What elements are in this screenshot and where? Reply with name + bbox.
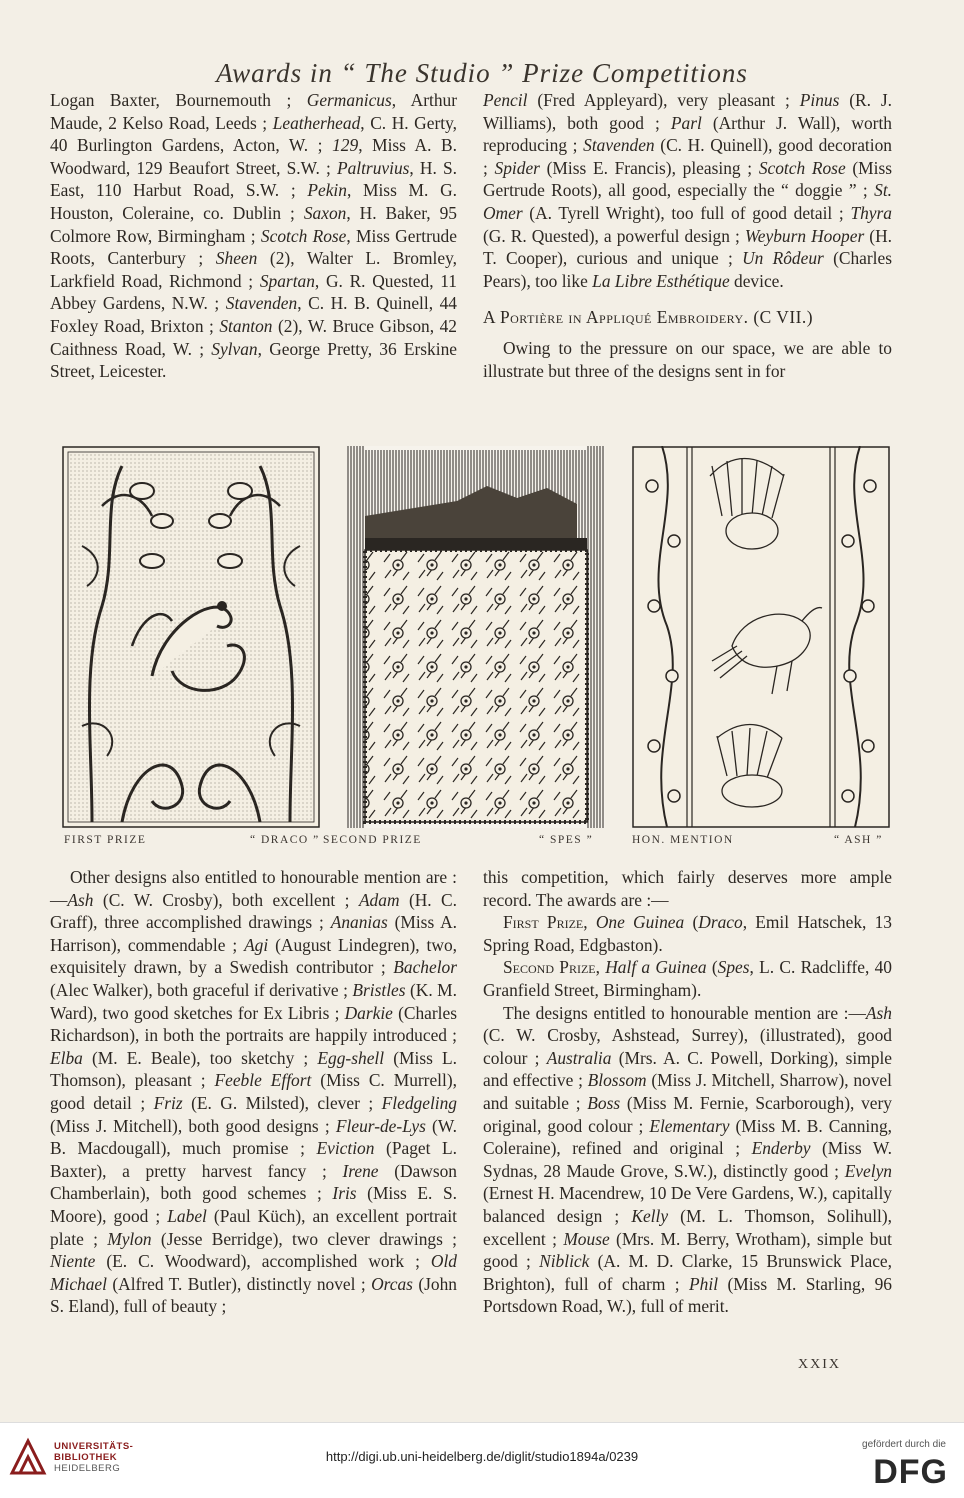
lower-left-column xyxy=(50,866,457,1318)
section-heading: A Portière in Appliqué Embroidery. (C VII.) xyxy=(483,307,814,328)
permalink[interactable]: http://digi.ub.uni-heidelberg.de/diglit/studio1894a/0239 xyxy=(325,1449,639,1464)
ash-illustration xyxy=(632,446,890,828)
caption-hon-mention: HON. MENTION xyxy=(632,834,734,846)
lower-right-column xyxy=(483,866,892,1318)
italic-run: Mouse xyxy=(563,1228,610,1249)
italic-run: Scotch Rose xyxy=(758,157,846,178)
italic-run: Bristles xyxy=(352,979,406,1000)
italic-run: Spartan xyxy=(259,270,315,291)
italic-run: Kelly xyxy=(631,1205,669,1226)
italic-run: Boss xyxy=(587,1092,621,1113)
italic-run: Spes xyxy=(717,957,750,978)
italic-run: Stavenden xyxy=(583,135,655,156)
italic-run: Australia xyxy=(546,1047,612,1068)
lower-right-intro: this competition, which fairly deserves more ample record. The awards are :— xyxy=(483,867,892,910)
italic-run: One Guinea xyxy=(595,912,685,933)
caption-spes: “ SPES ” xyxy=(539,834,594,846)
italic-run: Germanicus xyxy=(306,90,392,110)
figure-ash xyxy=(632,446,890,846)
italic-run: La Libre Esthétique xyxy=(592,270,730,291)
italic-run: Stanton xyxy=(219,315,273,336)
italic-run: Agi xyxy=(244,934,269,955)
italic-run: Mylon xyxy=(107,1228,152,1249)
upper-right-paragraph: Pencil (Fred Appleyard), very pleasant ; Pinus (R. J. Williams), both good ; Parl (Arthur J. Wall), worth reproducing ; Stavenden (C. H. Quinell), good decoration ; Spider (Miss E. Francis), pleasing ; Scotch Rose (Miss Gertrude Roots), all good, especially the “ doggie ” ; St. Omer (A. Tyrell Wright), too full of good detail ; Thyra (G. R. Quested), a powerful design ; Weyburn Hooper (H. T. Cooper), curious and unique ; Un Rôdeur (Charles Pears), too like La Libre Esthétique device. xyxy=(483,90,893,291)
italic-run: Blossom xyxy=(587,1070,647,1091)
honourable-mentions: The designs entitled to honourable mention are :—Ash (C. W. Crosby, Ashstead, Surrey), (illustrated), good colour ; Australia (Mrs. A. C. Powell, Dorking), simple and effective ; Blossom (Miss J. Mitchell, Sharrow), novel and suitable ; Boss (Miss M. Fernie, Scarborough), very original, good colour ; Elementary (Miss M. B. Canning, Coleraine), refined and original ; Enderby (Miss W. Sydnas, 28 Maude Grove, S.W.), distinctly good ; Evelyn (Ernest H. Macendrew, 10 De Vere Gardens, W.), capitally balanced design ; Kelly (M. L. Thomson, Solihull), excellent ; Mouse (Mrs. M. Berry, Wrotham), simple but good ; Niblick (A. M. D. Clarke, 15 Brunswick Place, Brighton), full of charm ; Phil (Miss M. Starling, 96 Portsdown Road, W.), full of merit. xyxy=(483,1002,892,1317)
italic-run: Sheen xyxy=(215,248,258,269)
italic-run: Half a Guinea xyxy=(605,957,707,978)
caption-draco: “ DRACO ” xyxy=(250,834,320,846)
italic-run: Niblick xyxy=(539,1251,590,1272)
upper-right-column xyxy=(483,89,892,382)
figure-draco xyxy=(62,446,320,846)
italic-run: Fleur-de-Lys xyxy=(335,1115,426,1136)
digitization-footer xyxy=(0,1422,964,1498)
lower-left-paragraph: Other designs also entitled to honourable mention are :—Ash (C. W. Crosby), both excellent ; Adam (H. C. Graff), three accomplished drawings ; Ananias (Miss A. Harrison), commendable ; Agi (August Lindegren), two, exquisitely drawn, by a Swedish contributor ; Bachelor (Alec Walker), both graceful if derivative ; Bristles (K. M. Ward), two good sketches for Ex Libris ; Darkie (Charles Richardson), in both the portraits are happily introduced ; Elba (M. E. Beale), too sketchy ; Egg-shell (Miss L. Thomson), pleasant ; Feeble Effort (Miss C. Murrell), good detail ; Friz (E. G. Milsted), clever ; Fledgeling (Miss J. Mitchell), both good designs ; Fleur-de-Lys (W. B. Macdougall), much promise ; Eviction (Paget L. Baxter), a pretty harvest fancy ; Irene (Dawson Chamberlain), both good schemes ; Iris (Miss E. S. Moore), good ; Label (Paul Küch), an excellent portrait plate ; Mylon (Jesse Berridge), two clever drawings ; Niente (E. C. Woodward), accomplished work ; Old Michael (Alfred T. Butler), distinctly novel ; Orcas (John S. Eland), full of beauty ; xyxy=(50,867,458,1317)
italic-run: Adam xyxy=(358,889,400,910)
italic-run: Pinus xyxy=(799,90,840,110)
italic-run: Ash xyxy=(865,1002,892,1023)
italic-run: Eviction xyxy=(316,1138,375,1159)
university-library-name: UNIVERSITÄTS- BIBLIOTHEK HEIDELBERG xyxy=(54,1441,134,1474)
italic-run: St. Omer xyxy=(483,180,892,223)
caption-first-prize: FIRST PRIZE xyxy=(64,834,147,846)
small-caps-run: Second Prize, xyxy=(503,957,606,978)
italic-run: Enderby xyxy=(751,1138,811,1159)
upper-left-paragraph: Logan Baxter, Bournemouth ; Germanicus, Arthur Maude, 2 Kelso Road, Leeds ; Leatherhead, C. H. Gerty, 40 Burlington Gardens, Acton, W. ; 129, Miss A. B. Woodward, 129 Beaufort Street, S.W. ; Paltruvius, H. S. East, 110 Harbut Road, S.W. ; Pekin, Miss M. G. Houston, Coleraine, co. Dublin ; Saxon, H. Baker, 95 Colmore Row, Birmingham ; Scotch Rose, Miss Gertrude Roots, Canterbury ; Sheen (2), Walter L. Bromley, Larkfield Road, Richmond ; Spartan, G. R. Quested, 11 Abbey Gardens, N.W. ; Stavenden, C. H. B. Quinell, 44 Foxley Road, Brixton ; Stanton (2), W. Bruce Gibson, 42 Caithness Road, W. ; Sylvan, George Pretty, 36 Erskine Street, Leicester. xyxy=(50,90,458,382)
italic-run: Darkie xyxy=(344,1002,393,1023)
italic-run: Bachelor xyxy=(393,957,457,978)
italic-run: Saxon xyxy=(303,202,347,223)
italic-run: Feeble Effort xyxy=(214,1070,312,1091)
italic-run: Thyra xyxy=(850,202,892,223)
dfg-logo: DFG xyxy=(873,1453,948,1491)
italic-run: Iris xyxy=(332,1183,357,1204)
first-prize-award: First Prize, One Guinea (Draco, Emil Hatschek, 13 Spring Road, Edgbaston). xyxy=(483,912,892,955)
italic-run: Orcas xyxy=(371,1273,413,1294)
italic-run: Parl xyxy=(670,112,702,133)
italic-run: Irene xyxy=(342,1160,379,1181)
upper-left-column xyxy=(50,89,457,383)
italic-run: Weyburn Hooper xyxy=(744,225,865,246)
figure-spes xyxy=(323,446,605,846)
italic-run: Un Rôdeur xyxy=(742,248,824,269)
small-caps-run: First Prize, xyxy=(503,912,596,933)
italic-run: Paltruvius xyxy=(336,157,410,178)
italic-run: Scotch Rose xyxy=(260,225,347,246)
italic-run: Phil xyxy=(689,1273,719,1294)
spes-illustration xyxy=(347,446,605,828)
italic-run: Niente xyxy=(50,1251,96,1272)
italic-run: Label xyxy=(167,1205,207,1226)
italic-run: Pekin xyxy=(307,180,347,201)
italic-run: Spider xyxy=(494,157,540,178)
italic-run: Elba xyxy=(50,1047,83,1068)
page-number: XXIX xyxy=(798,1357,841,1372)
italic-run: Ananias xyxy=(330,912,388,933)
italic-run: Friz xyxy=(153,1092,183,1113)
italic-run: Fledgeling xyxy=(381,1092,457,1113)
caption-second-prize: SECOND PRIZE xyxy=(323,834,422,846)
italic-run: Stavenden xyxy=(225,293,298,314)
caption-ash: “ ASH ” xyxy=(834,834,883,846)
italic-run: Evelyn xyxy=(844,1160,892,1181)
italic-run: Leatherhead xyxy=(272,112,361,133)
italic-run: Sylvan xyxy=(211,338,258,359)
running-header: Awards in “ The Studio ” Prize Competitions xyxy=(216,58,748,88)
italic-run: Ash xyxy=(67,889,94,910)
italic-run: 129 xyxy=(332,135,359,156)
italic-run: Pencil xyxy=(483,90,528,110)
italic-run: Draco xyxy=(698,912,743,933)
italic-run: Egg-shell xyxy=(317,1047,385,1068)
italic-run: Elementary xyxy=(649,1115,730,1136)
funding-note: gefördert durch die xyxy=(862,1439,946,1450)
section-intro: Owing to the pressure on our space, we are able to illustrate but three of the designs sent in for xyxy=(483,337,892,381)
illustrations xyxy=(62,446,890,848)
draco-illustration xyxy=(62,446,320,828)
second-prize-award: Second Prize, Half a Guinea (Spes, L. C. Radcliffe, 40 Granfield Street, Birmingham). xyxy=(483,957,893,1000)
italic-run: Old Michael xyxy=(50,1251,457,1294)
